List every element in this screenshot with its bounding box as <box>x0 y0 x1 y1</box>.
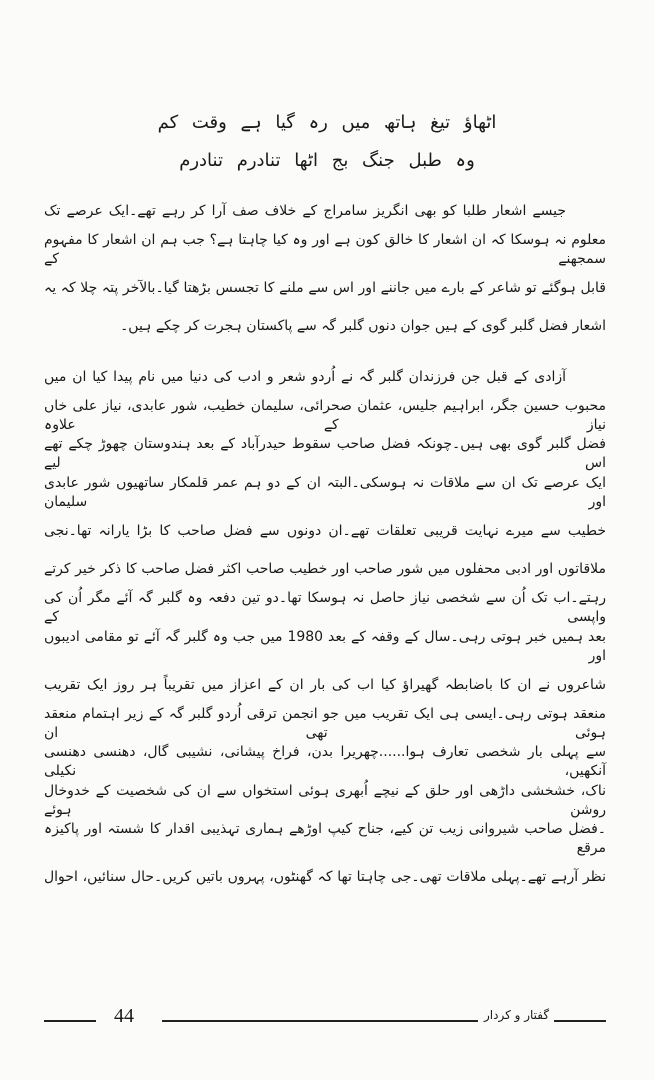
text-line <box>44 820 606 859</box>
text-line-content: بعد ہمیں خبر ہوتی رہی۔سال کے وقفہ کے بعد 1980 میں جب وہ گلبر گہ آئے تو مقامی ادیبوں اور <box>44 628 607 664</box>
text-line <box>44 666 606 705</box>
text-line <box>44 628 606 667</box>
text-line <box>44 859 606 898</box>
text-line-content: رہتے۔اب تک اُن سے شخصی نیاز حاصل نہ ہوسکا تھا۔دو تین دفعہ وہ گلبر گہ آئے مگر اُن کی واپسی کے <box>44 590 606 626</box>
text-line <box>44 397 606 436</box>
text-line <box>44 435 606 474</box>
text-line-content: خطیب سے میرے نہایت قریبی تعلقات تھے۔ان دونوں سے فضل صاحب کا بڑا یارانہ تھا۔نجی <box>44 522 606 539</box>
text-line-content: ملاقاتوں اور ادبی محفلوں میں شور صاحب اور خطیب صاحب اکثر فضل صاحب کا ذکر خیر کرتے <box>44 561 606 578</box>
text-line <box>44 192 606 231</box>
text-line <box>44 269 606 308</box>
text-line <box>44 705 606 744</box>
text-line <box>44 551 606 590</box>
text-line-content: سے پہلی بار شخصی تعارف ہوا......چھریرا بدن، فراخ پیشانی، نشیبی گال، دھنسی دھنسی آنکھیں، نکیلی <box>44 744 606 780</box>
text-line-content: ۔فضل صاحب شیروانی زیب تن کیے، جناح کیپ اوڑھے ہماری تہذیبی اقدار کا شستہ اور پاکیزہ مرقع <box>44 821 606 857</box>
text-line-content: فضل گلبر گوی بھی ہیں۔چونکہ فضل صاحب سقوط حیدرآباد کے بعد ہندوستان چھوڑ چکے تھے اس لیے <box>44 436 606 472</box>
text-line-content: جیسے اشعار طلبا کو بھی انگریز سامراج کے خلاف صف آرا کر رہے تھے۔ایک عرصے تک <box>44 202 566 219</box>
page-footer <box>44 1005 606 1035</box>
text-line-content: اشعار فضل گلبر گوی کے ہیں جوان دنوں گلبر گہ سے پاکستان ہجرت کر چکے ہیں۔ <box>120 318 606 335</box>
footer-rule <box>162 1020 478 1022</box>
footer-rule <box>554 1020 606 1022</box>
text-line <box>44 743 606 782</box>
text-line <box>44 358 606 397</box>
couplet-line-1: اٹھاؤ تیغ ہاتھ میں رہ گیا ہے وقت کم <box>157 112 497 133</box>
text-line <box>44 782 606 821</box>
text-line-content: معلوم نہ ہوسکا کہ ان اشعار کا خالق کون ہے اور وہ کیا چاہتا ہے؟ جب ہم ان اشعار کا مفہوم سمجھنے کے <box>44 231 606 267</box>
body-text <box>44 192 606 897</box>
text-line-content: نظر آرہے تھے۔پہلی ملاقات تھی۔جی چاہتا تھا کہ گھنٹوں، پہروں باتیں کریں۔حال سنائیں، احوال <box>44 869 606 886</box>
text-line-content: شاعروں نے ان کا باضابطہ گھیراؤ کیا اب کی بار ان کے اعزاز میں تقریباً ہر روز ایک تقریب <box>44 676 606 693</box>
text-line-content: ایک عرصے تک ان سے ملاقات نہ ہوسکی۔البتہ ان کے دو ہم عمر قلمکار ساتھیوں شور عابدی اور سلیمان <box>44 474 606 510</box>
text-line-content: منعقد ہوتی رہی۔ایسی ہی ایک تقریب میں جو انجمن ترقی اُردو گلبر گہ کے زیر اہتمام منعقد ہوئی تھی ان <box>44 705 606 741</box>
page-number: 44 <box>114 1005 134 1027</box>
text-line <box>44 308 606 347</box>
text-line <box>44 474 606 513</box>
text-line-content: آزادی کے قبل جن فرزندان گلبر گہ نے اُردو شعر و ادب کی دنیا میں نام پیدا کیا ان میں <box>44 368 566 385</box>
text-line-content: قابل ہوگئے تو شاعر کے بارے میں جاننے اور اس سے ملنے کا تجسس بڑھتا گیا۔بالآخر پتہ چلا کہ یہ <box>44 279 606 296</box>
text-line <box>44 512 606 551</box>
couplet-line-2: وہ طبل جنگ بج اٹھا تنادرم تنادرم <box>179 150 475 171</box>
text-line <box>44 589 606 628</box>
footer-rule <box>44 1020 96 1022</box>
text-line-content: ناک، خشخشی داڑھی اور حلق کے نیچے اُبھری ہوئی استخواں سے ان کی شخصیت کے خدوخال روشن ہوئے <box>44 782 606 818</box>
text-line <box>44 231 606 270</box>
book-title: گفتار و کردار <box>484 1008 550 1022</box>
text-line-content: محبوب حسین جگر، ابراہیم جلیس، عثمان صحرائی، سلیمان خطیب، شور عابدی، نیاز علی خاں نیاز کے علاوہ <box>44 397 606 433</box>
